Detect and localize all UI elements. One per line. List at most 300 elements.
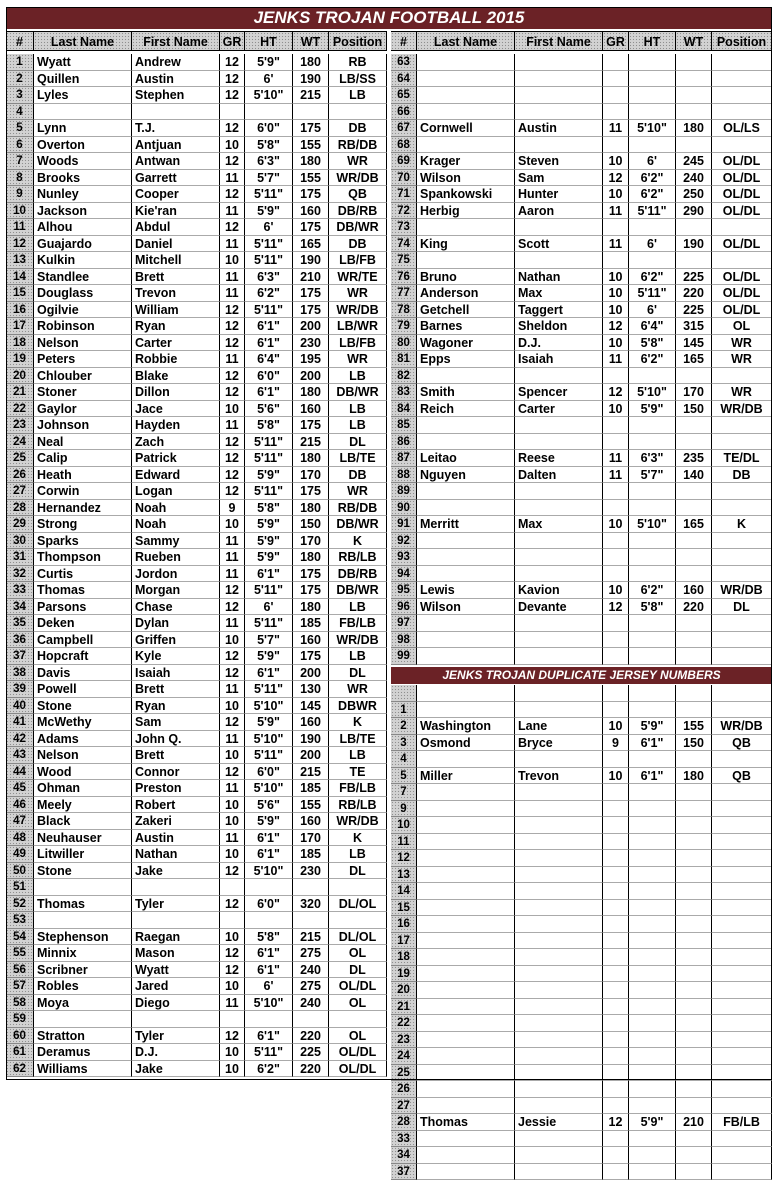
weight-cell bbox=[676, 867, 712, 884]
weight-cell: 180 bbox=[293, 384, 329, 401]
height-cell: 5'10" bbox=[245, 698, 293, 715]
height-cell: 5'8" bbox=[629, 599, 676, 616]
height-cell: 5'9" bbox=[629, 401, 676, 418]
grade-cell: 12 bbox=[220, 665, 245, 682]
position-cell: DL bbox=[329, 962, 387, 979]
weight-cell: 160 bbox=[676, 582, 712, 599]
weight-cell bbox=[676, 71, 712, 88]
last-name-cell bbox=[34, 879, 132, 896]
weight-cell: 190 bbox=[293, 731, 329, 748]
weight-cell: 155 bbox=[293, 137, 329, 154]
position-cell bbox=[712, 834, 772, 851]
position-cell bbox=[329, 879, 387, 896]
number-cell: 43 bbox=[6, 747, 34, 764]
number-cell: 27 bbox=[6, 483, 34, 500]
position-cell: K bbox=[329, 533, 387, 550]
last-name-cell: Calip bbox=[34, 450, 132, 467]
grade-cell bbox=[603, 867, 629, 884]
weight-cell: 245 bbox=[676, 153, 712, 170]
first-name-cell: Chase bbox=[132, 599, 220, 616]
position-cell: RB/DB bbox=[329, 500, 387, 517]
height-cell bbox=[629, 1164, 676, 1180]
first-name-cell: Ryan bbox=[132, 698, 220, 715]
number-cell: 5 bbox=[391, 768, 417, 785]
number-cell: 5 bbox=[6, 120, 34, 137]
first-name-cell bbox=[515, 966, 603, 983]
position-cell: OL/DL bbox=[329, 1044, 387, 1061]
last-name-cell: McWethy bbox=[34, 714, 132, 731]
last-name-cell: Wood bbox=[34, 764, 132, 781]
position-cell bbox=[712, 1048, 772, 1065]
first-name-cell: Diego bbox=[132, 995, 220, 1012]
first-name-cell bbox=[132, 912, 220, 929]
last-name-cell: Hernandez bbox=[34, 500, 132, 517]
height-cell: 5'11" bbox=[629, 203, 676, 220]
last-name-cell: Thomas bbox=[417, 1114, 515, 1131]
position-cell bbox=[712, 219, 772, 236]
first-name-cell bbox=[515, 685, 603, 702]
first-name-cell bbox=[515, 751, 603, 768]
height-cell bbox=[629, 549, 676, 566]
grade-cell: 10 bbox=[603, 285, 629, 302]
height-cell: 6'1" bbox=[629, 735, 676, 752]
first-name-cell: John Q. bbox=[132, 731, 220, 748]
number-cell: 26 bbox=[6, 467, 34, 484]
weight-cell bbox=[293, 104, 329, 121]
grade-cell bbox=[603, 1015, 629, 1032]
number-cell: 19 bbox=[6, 351, 34, 368]
number-cell: 67 bbox=[391, 120, 417, 137]
height-cell bbox=[629, 817, 676, 834]
weight-cell bbox=[676, 801, 712, 818]
grade-cell bbox=[603, 1048, 629, 1065]
number-cell: 86 bbox=[391, 434, 417, 451]
position-cell: OL/DL bbox=[329, 978, 387, 995]
first-name-cell: Mason bbox=[132, 945, 220, 962]
height-cell: 6'2" bbox=[245, 285, 293, 302]
grade-cell bbox=[220, 104, 245, 121]
height-cell: 6'2" bbox=[245, 1061, 293, 1078]
height-cell: 6'4" bbox=[629, 318, 676, 335]
last-name-cell bbox=[417, 850, 515, 867]
first-name-cell: Jordon bbox=[132, 566, 220, 583]
grade-cell: 10 bbox=[220, 846, 245, 863]
grade-cell bbox=[603, 219, 629, 236]
weight-cell: 170 bbox=[293, 533, 329, 550]
position-cell bbox=[712, 916, 772, 933]
grade-cell: 10 bbox=[603, 516, 629, 533]
grade-cell: 12 bbox=[220, 384, 245, 401]
grade-cell: 11 bbox=[220, 269, 245, 286]
first-name-cell: Noah bbox=[132, 500, 220, 517]
last-name-cell: Minnix bbox=[34, 945, 132, 962]
last-name-cell bbox=[417, 566, 515, 583]
last-name-cell bbox=[417, 137, 515, 154]
first-name-cell: Morgan bbox=[132, 582, 220, 599]
weight-cell bbox=[676, 900, 712, 917]
position-cell: WR/DB bbox=[329, 170, 387, 187]
last-name-cell: Getchell bbox=[417, 302, 515, 319]
position-cell: TE/DL bbox=[712, 450, 772, 467]
number-cell: 7 bbox=[391, 784, 417, 801]
height-cell: 5'10" bbox=[245, 731, 293, 748]
height-cell bbox=[629, 417, 676, 434]
number-cell: 81 bbox=[391, 351, 417, 368]
number-cell: 64 bbox=[391, 71, 417, 88]
first-name-cell bbox=[515, 702, 603, 719]
last-name-cell: Corwin bbox=[34, 483, 132, 500]
first-name-cell: Robbie bbox=[132, 351, 220, 368]
number-cell: 14 bbox=[6, 269, 34, 286]
height-cell: 6'1" bbox=[245, 566, 293, 583]
number-cell: 37 bbox=[391, 1164, 417, 1180]
number-cell: 44 bbox=[6, 764, 34, 781]
first-name-cell: Max bbox=[515, 516, 603, 533]
number-cell: 40 bbox=[6, 698, 34, 715]
position-cell: WR/DB bbox=[712, 401, 772, 418]
height-cell bbox=[629, 982, 676, 999]
height-cell bbox=[629, 533, 676, 550]
last-name-cell bbox=[417, 252, 515, 269]
height-cell bbox=[629, 1048, 676, 1065]
grade-cell: 10 bbox=[220, 813, 245, 830]
weight-cell bbox=[676, 648, 712, 665]
weight-cell: 130 bbox=[293, 681, 329, 698]
position-cell bbox=[712, 801, 772, 818]
position-cell: LB/FB bbox=[329, 335, 387, 352]
first-name-cell: Devante bbox=[515, 599, 603, 616]
weight-cell: 155 bbox=[676, 718, 712, 735]
weight-cell bbox=[676, 817, 712, 834]
position-cell bbox=[712, 751, 772, 768]
position-cell: OL bbox=[329, 995, 387, 1012]
position-cell: DB bbox=[329, 120, 387, 137]
number-cell: 80 bbox=[391, 335, 417, 352]
first-name-cell: Taggert bbox=[515, 302, 603, 319]
position-cell: DB bbox=[712, 467, 772, 484]
first-name-cell bbox=[515, 784, 603, 801]
first-name-cell: Nathan bbox=[132, 846, 220, 863]
first-name-cell bbox=[515, 801, 603, 818]
weight-cell bbox=[676, 1131, 712, 1148]
number-cell: 1 bbox=[6, 54, 34, 71]
last-name-cell: Standlee bbox=[34, 269, 132, 286]
last-name-cell: Woods bbox=[34, 153, 132, 170]
first-name-cell: Jared bbox=[132, 978, 220, 995]
height-cell bbox=[629, 54, 676, 71]
position-cell: RB bbox=[329, 54, 387, 71]
position-cell: WR bbox=[329, 285, 387, 302]
first-name-cell: Antwan bbox=[132, 153, 220, 170]
number-cell: 49 bbox=[6, 846, 34, 863]
height-cell bbox=[629, 933, 676, 950]
position-cell: RB/LB bbox=[329, 797, 387, 814]
position-cell: LB bbox=[329, 417, 387, 434]
grade-cell: 10 bbox=[220, 1044, 245, 1061]
last-name-cell bbox=[417, 1098, 515, 1115]
roster-title: JENKS TROJAN FOOTBALL 2015 bbox=[6, 7, 772, 29]
weight-cell: 235 bbox=[676, 450, 712, 467]
first-name-cell bbox=[132, 1011, 220, 1028]
header-position-left: Position bbox=[329, 31, 387, 51]
height-cell: 6'1" bbox=[245, 945, 293, 962]
weight-cell bbox=[676, 434, 712, 451]
position-cell: RB/LB bbox=[329, 549, 387, 566]
last-name-cell bbox=[417, 483, 515, 500]
number-cell: 85 bbox=[391, 417, 417, 434]
last-name-cell: Krager bbox=[417, 153, 515, 170]
grade-cell bbox=[603, 817, 629, 834]
position-cell: DB bbox=[329, 236, 387, 253]
position-cell: OL/DL bbox=[712, 153, 772, 170]
weight-cell: 250 bbox=[676, 186, 712, 203]
number-cell: 89 bbox=[391, 483, 417, 500]
grade-cell: 12 bbox=[220, 153, 245, 170]
grade-cell: 11 bbox=[220, 615, 245, 632]
last-name-cell bbox=[417, 949, 515, 966]
last-name-cell bbox=[417, 87, 515, 104]
last-name-cell bbox=[417, 883, 515, 900]
number-cell: 16 bbox=[391, 916, 417, 933]
height-cell: 6'4" bbox=[245, 351, 293, 368]
number-cell: 11 bbox=[391, 834, 417, 851]
number-cell: 7 bbox=[6, 153, 34, 170]
number-cell: 82 bbox=[391, 368, 417, 385]
position-cell: OL bbox=[329, 1028, 387, 1045]
position-cell: QB bbox=[712, 768, 772, 785]
grade-cell: 11 bbox=[220, 417, 245, 434]
position-cell bbox=[712, 533, 772, 550]
grade-cell: 12 bbox=[220, 599, 245, 616]
first-name-cell: Preston bbox=[132, 780, 220, 797]
grade-cell: 9 bbox=[220, 500, 245, 517]
last-name-cell bbox=[417, 1164, 515, 1180]
weight-cell: 180 bbox=[676, 768, 712, 785]
height-cell: 5'9" bbox=[245, 714, 293, 731]
position-cell bbox=[712, 949, 772, 966]
grade-cell bbox=[603, 137, 629, 154]
number-cell: 58 bbox=[6, 995, 34, 1012]
grade-cell: 10 bbox=[220, 632, 245, 649]
number-cell: 34 bbox=[391, 1147, 417, 1164]
height-cell bbox=[629, 883, 676, 900]
first-name-cell bbox=[515, 483, 603, 500]
number-cell: 25 bbox=[6, 450, 34, 467]
grade-cell: 12 bbox=[220, 962, 245, 979]
weight-cell: 275 bbox=[293, 978, 329, 995]
grade-cell: 12 bbox=[220, 87, 245, 104]
height-cell bbox=[629, 219, 676, 236]
grade-cell: 12 bbox=[603, 170, 629, 187]
weight-cell bbox=[676, 1015, 712, 1032]
first-name-cell: Bryce bbox=[515, 735, 603, 752]
first-name-cell bbox=[515, 417, 603, 434]
number-cell: 42 bbox=[6, 731, 34, 748]
number-cell: 30 bbox=[6, 533, 34, 550]
height-cell bbox=[629, 900, 676, 917]
weight-cell bbox=[676, 219, 712, 236]
height-cell: 6' bbox=[629, 302, 676, 319]
position-cell: WR bbox=[712, 335, 772, 352]
last-name-cell: Anderson bbox=[417, 285, 515, 302]
last-name-cell: Campbell bbox=[34, 632, 132, 649]
weight-cell bbox=[676, 1048, 712, 1065]
height-cell: 5'9" bbox=[629, 718, 676, 735]
weight-cell bbox=[676, 1164, 712, 1180]
position-cell: WR bbox=[712, 384, 772, 401]
position-cell bbox=[712, 1081, 772, 1098]
weight-cell: 220 bbox=[676, 599, 712, 616]
number-cell: 73 bbox=[391, 219, 417, 236]
weight-cell: 230 bbox=[293, 335, 329, 352]
last-name-cell: Moya bbox=[34, 995, 132, 1012]
first-name-cell bbox=[515, 1081, 603, 1098]
height-cell: 6'1" bbox=[245, 1028, 293, 1045]
first-name-cell: Steven bbox=[515, 153, 603, 170]
grade-cell bbox=[603, 417, 629, 434]
first-name-cell bbox=[515, 916, 603, 933]
first-name-cell bbox=[515, 1015, 603, 1032]
grade-cell bbox=[603, 933, 629, 950]
last-name-cell: Lyles bbox=[34, 87, 132, 104]
weight-cell bbox=[676, 104, 712, 121]
first-name-cell: D.J. bbox=[515, 335, 603, 352]
height-cell bbox=[629, 368, 676, 385]
grade-cell: 11 bbox=[603, 450, 629, 467]
grade-cell bbox=[603, 483, 629, 500]
number-cell: 93 bbox=[391, 549, 417, 566]
number-cell: 51 bbox=[6, 879, 34, 896]
position-cell: DL bbox=[329, 665, 387, 682]
grade-cell: 12 bbox=[220, 434, 245, 451]
weight-cell: 215 bbox=[293, 764, 329, 781]
number-cell: 23 bbox=[6, 417, 34, 434]
first-name-cell: Robert bbox=[132, 797, 220, 814]
grade-cell bbox=[220, 879, 245, 896]
first-name-cell: Tyler bbox=[132, 896, 220, 913]
weight-cell bbox=[676, 632, 712, 649]
height-cell bbox=[629, 999, 676, 1016]
position-cell: QB bbox=[329, 186, 387, 203]
grade-cell bbox=[603, 615, 629, 632]
position-cell bbox=[712, 982, 772, 999]
weight-cell: 185 bbox=[293, 846, 329, 863]
grade-cell: 12 bbox=[220, 120, 245, 137]
number-cell: 8 bbox=[6, 170, 34, 187]
position-cell: DB/WR bbox=[329, 582, 387, 599]
grade-cell bbox=[603, 533, 629, 550]
height-cell: 6' bbox=[245, 978, 293, 995]
header-grade-left: GR bbox=[220, 31, 245, 51]
number-cell: 10 bbox=[6, 203, 34, 220]
weight-cell: 185 bbox=[293, 615, 329, 632]
grade-cell bbox=[220, 1011, 245, 1028]
number-cell: 46 bbox=[6, 797, 34, 814]
position-cell: K bbox=[329, 830, 387, 847]
number-cell: 83 bbox=[391, 384, 417, 401]
height-cell: 5'7" bbox=[245, 632, 293, 649]
last-name-cell: Leitao bbox=[417, 450, 515, 467]
last-name-cell bbox=[417, 982, 515, 999]
last-name-cell: Powell bbox=[34, 681, 132, 698]
position-cell bbox=[712, 1032, 772, 1049]
height-cell: 5'9" bbox=[629, 1114, 676, 1131]
grade-cell: 12 bbox=[220, 467, 245, 484]
number-cell: 2 bbox=[6, 71, 34, 88]
position-cell bbox=[712, 1164, 772, 1180]
weight-cell: 175 bbox=[293, 285, 329, 302]
last-name-cell: Peters bbox=[34, 351, 132, 368]
grade-cell: 12 bbox=[220, 219, 245, 236]
weight-cell bbox=[676, 982, 712, 999]
last-name-cell: Epps bbox=[417, 351, 515, 368]
position-cell: FB/LB bbox=[329, 780, 387, 797]
height-cell: 5'11" bbox=[245, 615, 293, 632]
height-cell: 6'2" bbox=[629, 582, 676, 599]
number-cell: 91 bbox=[391, 516, 417, 533]
first-name-cell bbox=[515, 434, 603, 451]
first-name-cell bbox=[515, 1131, 603, 1148]
first-name-cell: T.J. bbox=[132, 120, 220, 137]
grade-cell: 12 bbox=[220, 71, 245, 88]
weight-cell: 215 bbox=[293, 87, 329, 104]
number-cell: 66 bbox=[391, 104, 417, 121]
position-cell bbox=[712, 483, 772, 500]
position-cell: LB/WR bbox=[329, 318, 387, 335]
header-weight-right: WT bbox=[676, 31, 712, 51]
first-name-cell: Sam bbox=[515, 170, 603, 187]
number-cell: 33 bbox=[6, 582, 34, 599]
grade-cell: 12 bbox=[220, 648, 245, 665]
first-name-cell: Andrew bbox=[132, 54, 220, 71]
position-cell: WR/DB bbox=[712, 718, 772, 735]
height-cell: 6'3" bbox=[629, 450, 676, 467]
last-name-cell bbox=[417, 916, 515, 933]
header-position-right: Position bbox=[712, 31, 772, 51]
last-name-cell: Sparks bbox=[34, 533, 132, 550]
last-name-cell bbox=[417, 368, 515, 385]
last-name-cell bbox=[417, 417, 515, 434]
number-cell: 21 bbox=[391, 999, 417, 1016]
position-cell: OL/LS bbox=[712, 120, 772, 137]
height-cell: 5'10" bbox=[245, 780, 293, 797]
weight-cell bbox=[293, 1011, 329, 1028]
height-cell bbox=[629, 784, 676, 801]
height-cell: 6'0" bbox=[245, 764, 293, 781]
number-cell: 3 bbox=[6, 87, 34, 104]
position-cell: WR bbox=[329, 153, 387, 170]
position-cell: LB bbox=[329, 846, 387, 863]
last-name-cell: Herbig bbox=[417, 203, 515, 220]
last-name-cell bbox=[417, 685, 515, 702]
weight-cell bbox=[676, 137, 712, 154]
last-name-cell: Barnes bbox=[417, 318, 515, 335]
last-name-cell: Ohman bbox=[34, 780, 132, 797]
height-cell bbox=[245, 104, 293, 121]
number-cell: 10 bbox=[391, 817, 417, 834]
last-name-cell bbox=[417, 784, 515, 801]
weight-cell: 180 bbox=[293, 54, 329, 71]
height-cell: 5'10" bbox=[245, 995, 293, 1012]
number-cell: 17 bbox=[6, 318, 34, 335]
number-cell: 22 bbox=[391, 1015, 417, 1032]
grade-cell: 12 bbox=[220, 54, 245, 71]
height-cell: 5'10" bbox=[629, 384, 676, 401]
grade-cell: 11 bbox=[603, 203, 629, 220]
weight-cell: 200 bbox=[293, 318, 329, 335]
number-cell: 12 bbox=[6, 236, 34, 253]
grade-cell: 12 bbox=[603, 384, 629, 401]
